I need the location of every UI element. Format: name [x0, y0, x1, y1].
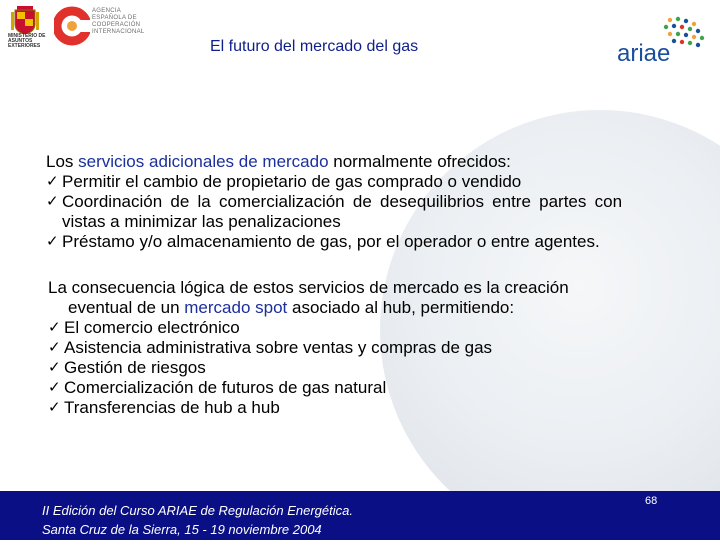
footer-caption	[42, 501, 353, 539]
list-item: ✓ El comercio electrónico	[48, 318, 240, 337]
paragraph2-intro-line1: La consecuencia lógica de estos servicios de mercado es la creación	[48, 278, 569, 297]
checkmark-icon: ✓	[48, 319, 61, 336]
checkmark-icon: ✓	[46, 173, 59, 190]
footer-line1: II Edición del Curso ARIAE de Regulación Energética.	[42, 503, 353, 518]
ariae-wordmark: ariae	[617, 40, 671, 67]
paragraph2	[46, 278, 714, 418]
checkmark-icon: ✓	[48, 359, 61, 376]
list-item: ✓ Transferencias de hub a hub	[48, 398, 280, 417]
footer-line2: Santa Cruz de la Sierra, 15 - 19 noviembre 2004	[42, 522, 322, 537]
ministry-label: MINISTERIO DE ASUNTOS EXTERIORES	[8, 33, 46, 49]
list-item: ✓ Comercialización de futuros de gas natural	[48, 378, 387, 397]
checkmark-icon: ✓	[46, 193, 59, 210]
list-item: ✓ Gestión de riesgos	[48, 358, 206, 377]
aecid-logo-icon	[54, 6, 90, 50]
list-item: ✓ Asistencia administrativa sobre ventas y compras de gas	[48, 338, 493, 357]
list-item: ✓ Permitir el cambio de propietario de gas comprado o vendido	[46, 172, 522, 191]
slide-title: El futuro del mercado del gas	[210, 38, 419, 55]
highlight-servicios: servicios adicionales de mercado	[78, 152, 329, 171]
checkmark-icon: ✓	[48, 339, 61, 356]
justified-line: Coordinación de la comercialización de desequilibrios entre partes con	[62, 192, 623, 211]
checkmark-icon: ✓	[48, 379, 61, 396]
continuation-line: vistas a minimizar las penalizaciones	[62, 212, 341, 231]
agency-name: AGENCIA ESPAÑOLA DE COOPERACIÓN INTERNACIONAL	[92, 8, 145, 35]
list-item	[46, 192, 714, 232]
list-item: ✓ Préstamo y/o almacenamiento de gas, por el operador o entre agentes.	[46, 232, 600, 251]
checkmark-icon: ✓	[46, 233, 59, 250]
paragraph1-intro: Los servicios adicionales de mercado normalmente ofrecidos:	[46, 152, 511, 171]
paragraph2-intro-line2: eventual de un mercado spot asociado al hub, permitiendo:	[68, 298, 515, 317]
highlight-mercado-spot: mercado spot	[184, 298, 288, 317]
checkmark-icon: ✓	[48, 399, 61, 416]
slide-body	[46, 152, 714, 418]
page-number: 68	[645, 495, 658, 507]
